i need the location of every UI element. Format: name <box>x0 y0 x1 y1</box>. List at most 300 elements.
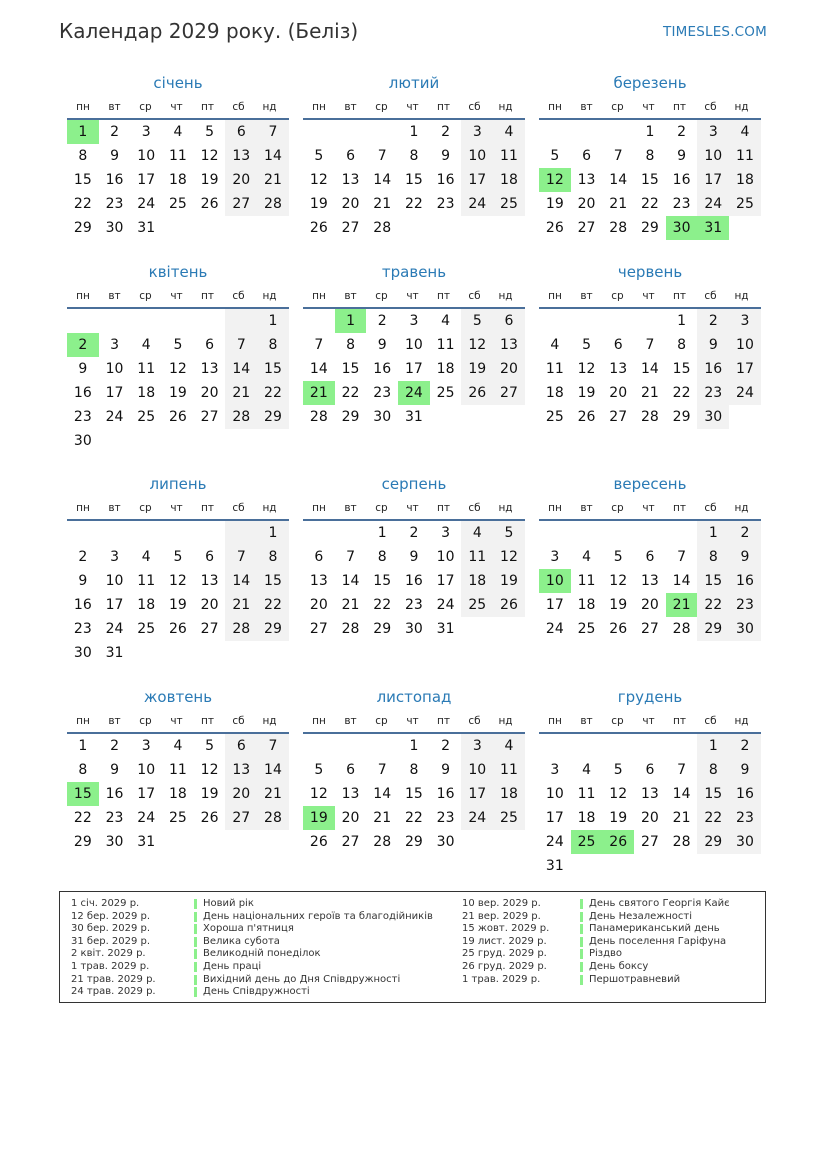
day-cell: 25 <box>493 192 525 216</box>
day-cell: 27 <box>640 834 659 850</box>
month-9 <box>539 473 761 641</box>
weekday-label: сб <box>232 502 245 514</box>
day-cell: 14 <box>672 786 691 802</box>
day-cell: 2 <box>67 333 99 357</box>
day-cell: 18 <box>137 597 156 613</box>
empty-cell <box>303 309 335 333</box>
day-cell: 25 <box>577 621 596 637</box>
holiday-name: Велика субота <box>194 937 280 947</box>
day-cell: 27 <box>200 621 219 637</box>
day-cell: 12 <box>577 361 596 377</box>
day-cell: 4 <box>582 762 591 778</box>
weekday-label: нд <box>262 101 277 113</box>
day-cell: 23 <box>404 597 423 613</box>
day-cell: 12 <box>168 573 187 589</box>
day-cell: 27 <box>493 381 525 405</box>
weekday-label: ср <box>611 502 624 514</box>
day-cell: 2 <box>110 738 119 754</box>
weekday-label: вт <box>108 715 121 727</box>
day-cell: 12 <box>200 762 219 778</box>
day-cell: 4 <box>582 549 591 565</box>
day-cell: 29 <box>341 409 360 425</box>
empty-cell <box>225 216 257 240</box>
day-cell: 4 <box>173 738 183 754</box>
day-cell: 12 <box>309 172 328 188</box>
empty-cell <box>430 405 462 429</box>
day-cell: 18 <box>137 385 156 401</box>
day-cell: 13 <box>200 573 219 589</box>
day-cell: 23 <box>729 806 761 830</box>
day-cell: 29 <box>640 220 659 236</box>
weekday-label: пн <box>312 715 326 727</box>
day-cell: 14 <box>373 786 392 802</box>
empty-cell <box>162 830 194 854</box>
weekday-label: ср <box>139 101 152 113</box>
day-cell: 3 <box>441 525 451 541</box>
month-10 <box>67 686 289 854</box>
weekday-header <box>67 287 289 305</box>
weekday-label: вт <box>344 715 357 727</box>
weekday-label: пн <box>312 290 326 302</box>
day-cell: 24 <box>545 621 564 637</box>
day-cell: 10 <box>545 786 564 802</box>
month-3 <box>539 72 761 240</box>
day-cell: 21 <box>341 597 360 613</box>
weekday-label: пн <box>548 715 562 727</box>
empty-cell <box>257 429 289 453</box>
day-cell: 18 <box>545 385 564 401</box>
month-6 <box>539 261 761 429</box>
day-cell: 24 <box>436 597 455 613</box>
day-cell: 26 <box>493 593 525 617</box>
day-cell: 22 <box>404 810 423 826</box>
holiday-name: Різдво <box>580 949 622 959</box>
empty-cell <box>493 405 525 429</box>
empty-cell <box>602 854 634 878</box>
day-cell: 24 <box>461 192 493 216</box>
day-cell: 19 <box>609 810 628 826</box>
day-cell: 3 <box>409 313 419 329</box>
legend-row <box>71 898 451 911</box>
brand-link[interactable]: TIMESLES.COM <box>663 24 767 40</box>
day-cell: 5 <box>205 124 215 140</box>
day-cell: 31 <box>545 858 564 874</box>
day-cell: 1 <box>409 124 419 140</box>
legend-column-left <box>71 898 451 999</box>
holiday-date: 15 жовт. 2029 р. <box>462 923 550 935</box>
empty-cell <box>162 309 194 333</box>
day-cell: 15 <box>672 361 691 377</box>
day-cell: 3 <box>141 124 151 140</box>
holiday-date: 1 трав. 2029 р. <box>71 960 150 972</box>
day-cell: 17 <box>697 168 729 192</box>
holiday-date: 21 вер. 2029 р. <box>462 910 541 922</box>
empty-cell <box>303 734 335 758</box>
day-cell: 26 <box>168 409 187 425</box>
weekday-label: нд <box>498 290 513 302</box>
legend-row <box>462 948 762 961</box>
day-cell: 5 <box>493 521 525 545</box>
day-cell: 5 <box>205 738 215 754</box>
weekday-label: пт <box>437 715 450 727</box>
empty-cell <box>257 641 289 665</box>
empty-cell <box>602 309 634 333</box>
holiday-date: 1 січ. 2029 р. <box>71 898 140 909</box>
day-cell: 27 <box>225 192 257 216</box>
day-cell: 3 <box>461 734 493 758</box>
holiday-date: 12 бер. 2029 р. <box>71 910 151 922</box>
day-cell: 12 <box>200 148 219 164</box>
day-cell: 5 <box>314 762 324 778</box>
day-cell: 25 <box>571 830 603 854</box>
day-cell: 2 <box>377 313 387 329</box>
day-cell: 9 <box>110 148 119 164</box>
holiday-date: 25 груд. 2029 р. <box>462 948 547 960</box>
day-cell: 1 <box>257 521 289 545</box>
day-cell: 4 <box>141 549 151 565</box>
day-cell: 7 <box>645 337 655 353</box>
day-grid <box>303 309 525 429</box>
day-cell: 11 <box>168 148 187 164</box>
day-cell: 23 <box>729 593 761 617</box>
day-cell: 29 <box>404 834 423 850</box>
holiday-name: День святого Георгія Кайє <box>580 899 730 909</box>
day-cell: 22 <box>697 806 729 830</box>
day-cell: 9 <box>78 573 88 589</box>
day-cell: 12 <box>461 333 493 357</box>
weekday-label: ср <box>139 290 152 302</box>
day-cell: 24 <box>461 806 493 830</box>
day-cell: 6 <box>493 309 525 333</box>
day-cell: 28 <box>257 806 289 830</box>
day-cell: 3 <box>729 309 761 333</box>
day-cell: 15 <box>640 172 659 188</box>
day-cell: 18 <box>577 597 596 613</box>
weekday-label: вт <box>344 502 357 514</box>
day-cell: 6 <box>613 337 623 353</box>
day-cell: 19 <box>461 357 493 381</box>
weekday-label: вт <box>580 101 593 113</box>
day-cell: 21 <box>609 196 628 212</box>
weekday-label: сб <box>468 101 481 113</box>
weekday-header <box>67 98 289 116</box>
day-cell: 30 <box>105 834 124 850</box>
day-cell: 24 <box>137 196 156 212</box>
weekday-label: сб <box>468 715 481 727</box>
day-cell: 26 <box>461 381 493 405</box>
weekday-label: пт <box>201 715 214 727</box>
day-cell: 11 <box>493 758 525 782</box>
weekday-label: вт <box>108 502 121 514</box>
day-grid <box>539 309 761 429</box>
day-cell: 12 <box>539 168 571 192</box>
day-cell: 10 <box>105 573 124 589</box>
day-cell: 9 <box>697 333 729 357</box>
day-cell: 31 <box>404 409 423 425</box>
weekday-label: вт <box>580 502 593 514</box>
day-cell: 26 <box>309 220 328 236</box>
holiday-date: 2 квіт. 2029 р. <box>71 948 146 960</box>
empty-cell <box>430 216 462 240</box>
day-cell: 1 <box>78 738 88 754</box>
weekday-header <box>67 712 289 730</box>
day-cell: 9 <box>78 361 88 377</box>
day-cell: 28 <box>373 220 392 236</box>
page-title: Календар 2029 року. (Беліз) <box>59 19 359 43</box>
day-cell: 31 <box>137 834 156 850</box>
day-cell: 1 <box>677 313 687 329</box>
day-cell: 24 <box>697 192 729 216</box>
empty-cell <box>539 309 571 333</box>
empty-cell <box>130 521 162 545</box>
empty-cell <box>194 521 226 545</box>
empty-cell <box>634 854 666 878</box>
weekday-label: пт <box>673 101 686 113</box>
empty-cell <box>130 641 162 665</box>
day-cell: 4 <box>461 521 493 545</box>
weekday-label: чт <box>642 502 655 514</box>
month-11 <box>303 686 525 854</box>
day-cell: 20 <box>609 385 628 401</box>
day-cell: 29 <box>373 621 392 637</box>
day-cell: 10 <box>404 337 423 353</box>
day-cell: 1 <box>335 309 367 333</box>
day-cell: 18 <box>493 782 525 806</box>
day-cell: 16 <box>105 786 124 802</box>
day-cell: 23 <box>436 196 455 212</box>
day-cell: 13 <box>640 786 659 802</box>
empty-cell <box>666 734 698 758</box>
weekday-label: чт <box>642 101 655 113</box>
day-cell: 23 <box>105 810 124 826</box>
day-cell: 13 <box>200 361 219 377</box>
day-cell: 22 <box>341 385 360 401</box>
day-cell: 21 <box>640 385 659 401</box>
day-cell: 21 <box>666 593 698 617</box>
day-cell: 13 <box>609 361 628 377</box>
day-cell: 20 <box>493 357 525 381</box>
day-cell: 17 <box>105 385 124 401</box>
day-cell: 2 <box>409 525 419 541</box>
empty-cell <box>194 830 226 854</box>
day-cell: 6 <box>205 337 215 353</box>
day-cell: 19 <box>609 597 628 613</box>
day-cell: 8 <box>78 148 88 164</box>
day-cell: 27 <box>609 409 628 425</box>
month-name: лютий <box>388 74 440 92</box>
day-cell: 7 <box>677 549 687 565</box>
empty-cell <box>539 734 571 758</box>
weekday-label: вт <box>344 290 357 302</box>
weekday-label: сб <box>704 101 717 113</box>
day-cell: 31 <box>697 216 729 240</box>
holiday-name: Великодній понеділок <box>194 949 321 959</box>
month-name: січень <box>153 74 203 92</box>
day-cell: 8 <box>257 333 289 357</box>
day-cell: 15 <box>257 357 289 381</box>
day-grid <box>303 521 525 641</box>
day-cell: 20 <box>200 385 219 401</box>
weekday-label: чт <box>406 290 419 302</box>
day-cell: 7 <box>377 148 387 164</box>
month-name: липень <box>149 475 207 493</box>
day-cell: 30 <box>729 830 761 854</box>
weekday-label: ср <box>611 290 624 302</box>
day-cell: 13 <box>225 758 257 782</box>
day-cell: 27 <box>309 621 328 637</box>
weekday-label: ср <box>611 101 624 113</box>
day-cell: 13 <box>225 144 257 168</box>
empty-cell <box>194 641 226 665</box>
weekday-label: сб <box>704 715 717 727</box>
day-cell: 11 <box>461 545 493 569</box>
weekday-label: чт <box>406 101 419 113</box>
empty-cell <box>539 120 571 144</box>
day-cell: 10 <box>461 758 493 782</box>
day-cell: 19 <box>303 806 335 830</box>
holiday-name: День Незалежності <box>580 912 692 922</box>
empty-cell <box>729 405 761 429</box>
day-cell: 11 <box>137 361 156 377</box>
day-cell: 20 <box>341 810 360 826</box>
day-cell: 28 <box>373 834 392 850</box>
day-cell: 17 <box>461 782 493 806</box>
day-cell: 25 <box>168 196 187 212</box>
day-cell: 8 <box>697 545 729 569</box>
weekday-label: сб <box>232 101 245 113</box>
day-cell: 25 <box>461 593 493 617</box>
day-cell: 11 <box>436 337 455 353</box>
day-cell: 29 <box>672 409 691 425</box>
day-cell: 11 <box>137 573 156 589</box>
day-cell: 6 <box>314 549 324 565</box>
weekday-label: вт <box>108 290 121 302</box>
weekday-label: вт <box>580 290 593 302</box>
weekday-header <box>539 98 761 116</box>
day-cell: 8 <box>377 549 387 565</box>
weekday-label: пт <box>673 502 686 514</box>
day-cell: 28 <box>341 621 360 637</box>
day-cell: 14 <box>609 172 628 188</box>
day-cell: 12 <box>309 786 328 802</box>
day-cell: 16 <box>697 357 729 381</box>
day-cell: 29 <box>73 220 92 236</box>
day-cell: 8 <box>697 758 729 782</box>
day-grid <box>539 120 761 240</box>
day-cell: 24 <box>545 834 564 850</box>
day-cell: 30 <box>697 405 729 429</box>
day-cell: 8 <box>346 337 355 353</box>
day-cell: 5 <box>461 309 493 333</box>
day-cell: 24 <box>729 381 761 405</box>
day-cell: 5 <box>173 549 183 565</box>
weekday-label: сб <box>468 502 481 514</box>
weekday-label: ср <box>375 715 388 727</box>
day-cell: 20 <box>225 782 257 806</box>
day-cell: 16 <box>672 172 691 188</box>
day-grid <box>539 521 761 641</box>
day-cell: 19 <box>545 196 564 212</box>
empty-cell <box>461 830 493 854</box>
empty-cell <box>571 734 603 758</box>
day-cell: 20 <box>577 196 596 212</box>
day-cell: 6 <box>225 120 257 144</box>
day-grid <box>303 734 525 854</box>
weekday-header <box>539 287 761 305</box>
day-cell: 11 <box>577 786 596 802</box>
holiday-name: День боксу <box>580 962 648 972</box>
day-grid <box>67 120 289 240</box>
day-cell: 1 <box>409 738 419 754</box>
day-cell: 28 <box>309 409 328 425</box>
weekday-label: вт <box>108 101 121 113</box>
day-cell: 10 <box>729 333 761 357</box>
day-cell: 20 <box>225 168 257 192</box>
day-cell: 16 <box>729 782 761 806</box>
month-7 <box>67 473 289 665</box>
day-cell: 21 <box>373 810 392 826</box>
month-name: вересень <box>613 475 687 493</box>
holiday-date: 21 трав. 2029 р. <box>71 973 156 985</box>
day-cell: 26 <box>577 409 596 425</box>
day-cell: 11 <box>729 144 761 168</box>
day-cell: 8 <box>677 337 687 353</box>
empty-cell <box>461 617 493 641</box>
day-cell: 30 <box>105 220 124 236</box>
empty-cell <box>225 521 257 545</box>
empty-cell <box>461 405 493 429</box>
day-cell: 31 <box>137 220 156 236</box>
holiday-date: 1 трав. 2029 р. <box>462 973 541 985</box>
day-cell: 10 <box>697 144 729 168</box>
day-cell: 6 <box>225 734 257 758</box>
weekday-label: пт <box>201 290 214 302</box>
day-cell: 22 <box>257 593 289 617</box>
day-cell: 23 <box>105 196 124 212</box>
day-cell: 2 <box>729 521 761 545</box>
weekday-label: чт <box>170 101 183 113</box>
day-cell: 9 <box>441 762 451 778</box>
day-grid <box>67 734 289 854</box>
empty-cell <box>162 429 194 453</box>
day-cell: 23 <box>73 409 92 425</box>
weekday-label: ср <box>139 502 152 514</box>
holiday-date: 24 трав. 2029 р. <box>71 986 156 998</box>
holiday-name: Новий рік <box>194 899 254 909</box>
day-cell: 25 <box>168 810 187 826</box>
day-cell: 21 <box>225 593 257 617</box>
legend-row <box>462 936 762 949</box>
weekday-label: пт <box>437 290 450 302</box>
month-name: травень <box>381 263 447 281</box>
day-cell: 2 <box>441 738 451 754</box>
empty-cell <box>67 309 99 333</box>
weekday-header <box>303 287 525 305</box>
day-cell: 6 <box>645 549 655 565</box>
weekday-label: чт <box>406 502 419 514</box>
day-cell: 15 <box>257 569 289 593</box>
day-cell: 20 <box>640 810 659 826</box>
weekday-label: сб <box>468 290 481 302</box>
holiday-date: 26 груд. 2029 р. <box>462 960 547 972</box>
legend-row <box>462 974 762 987</box>
weekday-header <box>303 98 525 116</box>
day-cell: 14 <box>373 172 392 188</box>
day-cell: 20 <box>640 597 659 613</box>
month-name: червень <box>617 263 683 281</box>
day-cell: 4 <box>141 337 151 353</box>
day-cell: 23 <box>373 385 392 401</box>
